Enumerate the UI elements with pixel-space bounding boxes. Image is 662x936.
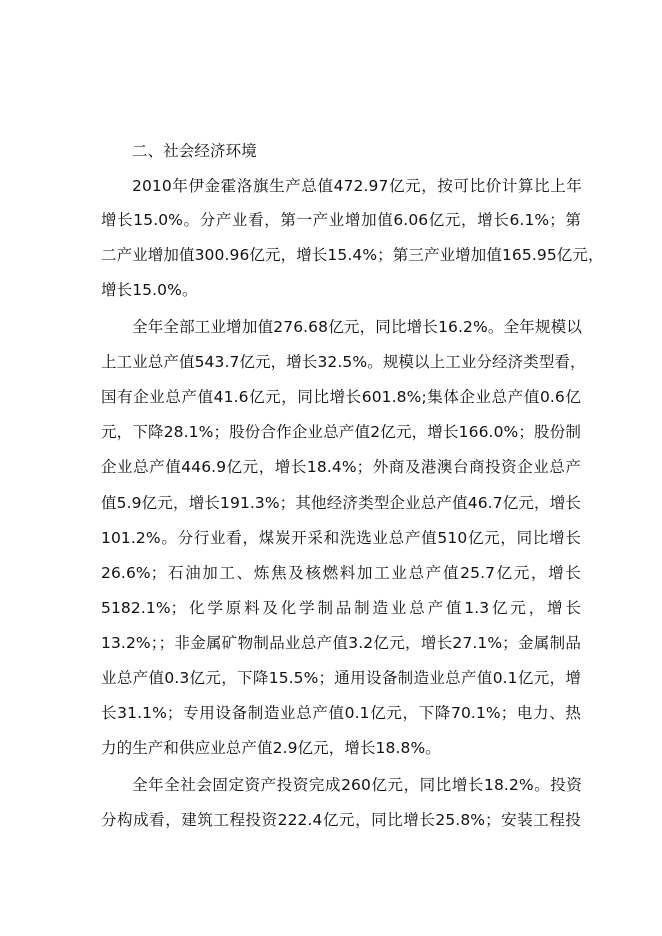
paragraph-line: 国有企业总产值41.6亿元，同比增长601.8%;集体企业总产值0.6亿 [101, 388, 581, 406]
paragraph-line: 二产业增加值300.96亿元，增长15.4%；第三产业增加值165.95亿元， [101, 246, 604, 264]
paragraph-line: 业总产值0.3亿元，下降15.5%；通用设备制造业总产值0.1亿元，增 [101, 669, 581, 687]
paragraph-line: 26.6%；石油加工、炼焦及核燃料加工业总产值25.7亿元，增长 [101, 564, 581, 582]
paragraph-line: 长31.1%；专用设备制造业总产值0.1亿元，下降70.1%；电力、热 [101, 704, 581, 722]
paragraph-line: 全年全部工业增加值276.68亿元，同比增长16.2%。全年规模以 [132, 318, 582, 336]
paragraph-line: 101.2%。分行业看，煤炭开采和洗选业总产值510亿元，同比增长 [101, 529, 581, 547]
paragraph-line: 5182.1%；化学原料及化学制品制造业总产值1.3亿元，增长 [101, 599, 581, 617]
paragraph-line: 分构成看，建筑工程投资222.4亿元，同比增长25.8%；安装工程投 [101, 811, 581, 829]
section-heading: 二、社会经济环境 [132, 142, 257, 160]
paragraph-line: 元，下降28.1%；股份合作企业总产值2亿元，增长166.0%；股份制 [101, 423, 581, 441]
paragraph-line: 增长15.0%。分产业看，第一产业增加值6.06亿元，增长6.1%；第 [101, 211, 581, 229]
paragraph-line: 值5.9亿元，增长191.3%；其他经济类型企业总产值46.7亿元，增长 [101, 494, 581, 512]
paragraph-line: 13.2%；；非金属矿物制品业总产值3.2亿元，增长27.1%；金属制品 [101, 634, 581, 652]
paragraph-line: 力的生产和供应业总产值2.9亿元，增长18.8%。 [101, 739, 441, 757]
paragraph-line: 全年全社会固定资产投资完成260亿元，同比增长18.2%。投资 [132, 776, 582, 794]
paragraph-line: 上工业总产值543.7亿元，增长32.5%。规模以上工业分经济类型看， [101, 353, 586, 371]
paragraph-line: 企业总产值446.9亿元，增长18.4%；外商及港澳台商投资企业总产 [101, 458, 581, 476]
paragraph-line: 增长15.0%。 [101, 281, 198, 299]
paragraph-line: 2010年伊金霍洛旗生产总值472.97亿元，按可比价计算比上年 [132, 177, 582, 195]
